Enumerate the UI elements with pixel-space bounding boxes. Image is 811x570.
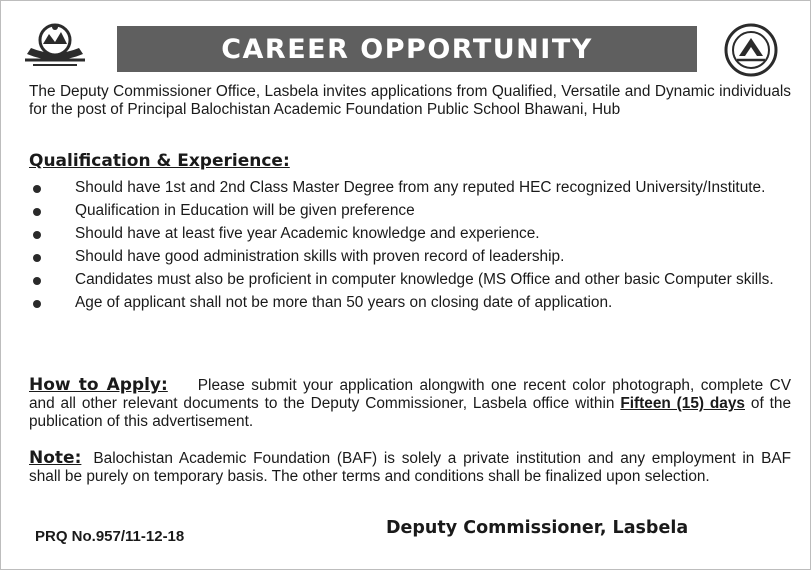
bullet-icon <box>33 208 41 216</box>
list-item-text: Should have 1st and 2nd Class Master Degree from any reputed HEC recognized University/Institute. <box>75 179 766 196</box>
bullet-icon <box>33 300 41 308</box>
list-item-text: Should have at least five year Academic knowledge and experience. <box>75 225 540 242</box>
apply-text-after: of the publication of this advertisement. <box>29 395 792 430</box>
list-item-text: Candidates must also be proficient in computer knowledge (MS Office and other basic Computer skills. <box>75 271 774 288</box>
bullet-icon <box>33 185 41 193</box>
government-emblem-icon <box>21 20 89 70</box>
intro-paragraph: The Deputy Commissioner Office, Lasbela invites applications from Qualified, Versatile and Dynamic individuals for the post of Principal Balochistan Academic Foundation Public School Bhawani, Hub <box>29 83 791 118</box>
list-item <box>29 202 791 220</box>
apply-text-before: Please submit your application alongwith one recent color photograph, complete CV and all other relevant documents to the Deputy Commissioner, Lasbela office within <box>29 377 791 412</box>
list-item <box>29 294 791 312</box>
list-item <box>29 179 791 197</box>
list-item <box>29 271 791 289</box>
apply-deadline: Fifteen (15) days <box>620 395 745 412</box>
note-heading: Note: <box>29 448 82 468</box>
note-text: Balochistan Academic Foundation (BAF) is solely a private institution and any employment in BAF shall be purely on temporary basis. The other terms and conditions shall be finalized upon selection. <box>29 450 791 485</box>
prq-number: PRQ No.957/11-12-18 <box>35 528 185 545</box>
bullet-icon <box>33 277 41 285</box>
list-item-text: Age of applicant shall not be more than 50 years on closing date of application. <box>75 294 613 311</box>
bullet-icon <box>33 231 41 239</box>
foundation-seal-icon <box>723 22 779 78</box>
how-to-apply-paragraph <box>29 376 791 431</box>
list-item <box>29 225 791 243</box>
bullet-icon <box>33 254 41 262</box>
signature: Deputy Commissioner, Lasbela <box>386 518 689 538</box>
qualification-heading: Qualification & Experience: <box>29 151 290 171</box>
list-item-text: Should have good administration skills with proven record of leadership. <box>75 248 565 265</box>
title-banner <box>117 26 697 72</box>
qualification-list <box>29 179 791 317</box>
list-item <box>29 248 791 266</box>
note-paragraph <box>29 449 791 486</box>
list-item-text: Qualification in Education will be given preference <box>75 202 415 219</box>
how-to-apply-heading: How to Apply: <box>29 375 168 395</box>
page-title: CAREER OPPORTUNITY <box>221 33 593 65</box>
